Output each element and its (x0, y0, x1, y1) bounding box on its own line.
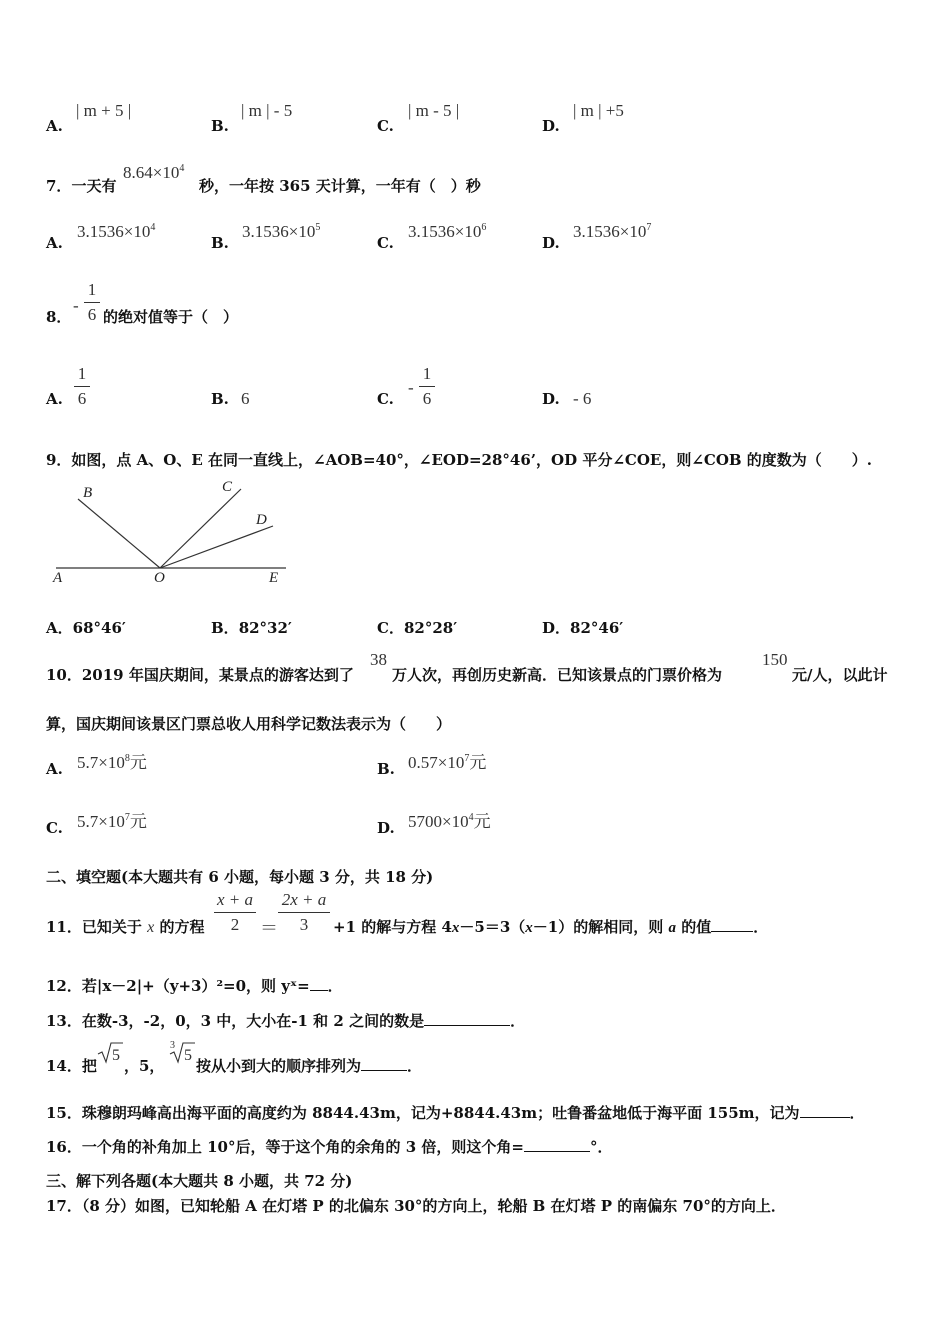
q13-answer-blank[interactable] (424, 1013, 510, 1026)
q8-option-d-value: - 6 (573, 389, 592, 408)
q10-option-d-value (408, 807, 491, 832)
q7-option-c-value (408, 222, 486, 242)
q9-option-c (377, 617, 457, 638)
q8-neg-sign: - (73, 296, 79, 315)
q7-text-before: 一天有 (71, 177, 117, 195)
q16-end: °． (589, 1138, 613, 1156)
ray-od (160, 526, 273, 568)
q11-prefix: 11．已知关于 (46, 918, 142, 936)
q10-option-b-unit: 元 (469, 753, 487, 772)
q9-option-c-label: C． (377, 619, 404, 637)
q7-value-mantissa: 8.64×10 (123, 163, 180, 182)
q10-option-a-unit: 元 (129, 753, 147, 772)
q10-option-d-mantissa: 5700×10 (408, 812, 469, 831)
q7-option-b-exp: 5 (315, 222, 321, 233)
q11-var-x: x (147, 919, 155, 936)
q8-fraction-num: 1 (87, 280, 97, 299)
q7-option-b-label: B. (211, 234, 229, 252)
q11-fraction-1 (214, 890, 256, 935)
point-b-label: B (83, 485, 93, 501)
q14-root-index: 3 (170, 1040, 175, 1051)
q10-part2: 万人次，再创历史新高．已知该景点的门票价格为 (392, 666, 723, 684)
q10-option-a-label: A. (46, 760, 63, 778)
fraction-bar (214, 912, 256, 913)
q14-radicand-1: 5 (112, 1047, 120, 1064)
q14-cbrt-5 (166, 1038, 196, 1066)
q15-answer-blank[interactable] (800, 1105, 850, 1118)
q12-text: 12．若|x－2|+（y+3）²=0，则 yˣ= (46, 977, 310, 995)
q8-option-b-label: B. (211, 390, 229, 408)
q7-value (123, 163, 184, 183)
ray-ob (78, 499, 160, 568)
q16-answer-blank[interactable] (524, 1139, 590, 1152)
q14-suffix-text: 按从小到大的顺序排列为 (196, 1057, 362, 1075)
q8-option-c-num: 1 (422, 364, 432, 383)
q11-after-3: －1）的解相同，则 (532, 918, 664, 936)
q10-option-c-exp: 7 (124, 812, 130, 823)
q7-stem (46, 175, 116, 196)
q11-after-4: 的值 (681, 918, 712, 936)
q10-option-d-label: D. (377, 819, 395, 837)
q9-option-a-value: 68°46′ (72, 619, 126, 637)
q14-mid: ，5， (124, 1057, 165, 1075)
q11-text-before (46, 916, 204, 937)
q8-option-c-fraction (419, 364, 435, 409)
q8-option-a-label: A. (46, 390, 63, 408)
fraction-bar (74, 386, 90, 387)
fraction-bar (278, 912, 330, 913)
q7-option-b-value (242, 222, 320, 242)
q8-option-d-label: D. (542, 390, 560, 408)
q9-option-a (46, 617, 126, 638)
q10-option-a-value (77, 748, 147, 773)
q10-option-d-exp: 4 (468, 812, 474, 823)
q9-option-d-label: D． (542, 619, 571, 637)
q10-num2: 150 (762, 650, 788, 669)
q11-end: ． (753, 918, 769, 936)
q9-option-c-value: 82°28′ (403, 619, 458, 637)
q15 (46, 1102, 865, 1123)
q11-var-x-2: x (451, 920, 460, 936)
q7-option-a-mantissa: 3.1536×10 (77, 222, 151, 241)
q11-answer-blank[interactable] (711, 919, 753, 932)
q14-end: ． (407, 1057, 423, 1075)
q10-option-c-label: C. (46, 819, 63, 837)
q14-prefix: 14．把 (46, 1057, 97, 1075)
q8-option-a-fraction (74, 364, 90, 409)
q14-sqrt-5 (96, 1040, 124, 1066)
q14-radicand-2: 5 (184, 1047, 192, 1064)
fraction-bar (84, 302, 100, 303)
q8-fraction (84, 280, 100, 325)
q11-var-x-3: x (525, 920, 533, 936)
q10-num1: 38 (370, 650, 387, 669)
q10-line2: 算，国庆期间该景区门票总收人用科学记数法表示为（ ） (46, 715, 452, 733)
q13 (46, 1010, 525, 1031)
q11-fraction-2-num: 2x + a (281, 890, 327, 909)
q6-option-a-label: A. (46, 117, 63, 135)
q7-option-c-exp: 6 (481, 222, 487, 233)
q16 (46, 1136, 612, 1157)
q12 (46, 975, 343, 996)
q8-option-a-den: 6 (77, 389, 87, 408)
q11-text-eq: 的方程 (159, 918, 205, 936)
q10-option-d-unit: 元 (473, 812, 491, 831)
q7-number: 7． (46, 177, 72, 195)
q15-end: ． (849, 1104, 865, 1122)
q6-option-d-label: D. (542, 117, 560, 135)
q11-after-1: +1 的解与方程 4 (333, 918, 452, 936)
q9-option-d-value: 82°46′ (570, 619, 624, 637)
q10-option-b-label: B. (377, 760, 395, 778)
q8-option-c-den: 6 (422, 389, 432, 408)
q13-end: ． (510, 1012, 526, 1030)
q15-text: 15．珠穆朗玛峰高出海平面的高度约为 8844.43m，记为+8844.43m；吐鲁番盆地低于海平面 155m，记为 (46, 1104, 800, 1122)
q17-text: 17．（8 分）如图，已知轮船 A 在灯塔 P 的北偏东 30°的方向上，轮船 B 在灯塔 P 的南偏东 70°的方向上． (46, 1197, 786, 1215)
q7-option-a-exp: 4 (150, 222, 156, 233)
q13-text: 13．在数-3，-2，0，3 中，大小在-1 和 2 之间的数是 (46, 1012, 425, 1030)
q10-option-c-value (77, 807, 147, 832)
q16-text: 16．一个角的补角加上 10°后，等于这个角的余角的 3 倍，则这个角= (46, 1138, 524, 1156)
q9-option-b-value: 82°32′ (238, 619, 292, 637)
q11-fraction-1-num: x + a (216, 890, 254, 909)
point-d-label: D (256, 512, 267, 528)
q7-option-a-value (77, 222, 155, 242)
q8-fraction-den: 6 (87, 305, 97, 324)
section-3-heading: 三、解下列各题(本大题共 8 小题，共 72 分) (46, 1172, 353, 1190)
q10-option-a-mantissa: 5.7×10 (77, 753, 125, 772)
fraction-bar (419, 386, 435, 387)
q9-option-b-label: B． (211, 619, 239, 637)
q12-answer-blank[interactable] (310, 978, 328, 991)
q7-option-a-label: A. (46, 234, 63, 252)
q11-text-after (333, 916, 768, 937)
q6-option-c-label: C. (377, 117, 394, 135)
q8-number: 8． (46, 308, 72, 326)
q7-option-b-mantissa: 3.1536×10 (242, 222, 316, 241)
q6-option-a-expr: | m + 5 | (76, 101, 132, 120)
point-o-label: O (154, 570, 165, 586)
q11-equals: ＝ (260, 918, 278, 938)
q6-option-b-expr: | m | - 5 (241, 101, 293, 120)
q10-option-c-mantissa: 5.7×10 (77, 812, 125, 831)
q6-option-c-expr: | m - 5 | (408, 101, 460, 120)
q14-suffix (196, 1055, 422, 1076)
q7-text-after: 秒，一年按 365 天计算，一年有（ ）秒 (199, 177, 481, 195)
q10-option-b-mantissa: 0.57×10 (408, 753, 465, 772)
point-e-label: E (269, 570, 279, 586)
section-2-heading: 二、填空题(本大题共有 6 小题，每小题 3 分，共 18 分) (46, 868, 434, 886)
q6-option-d-expr: | m | +5 (573, 101, 624, 120)
q7-option-c-label: C. (377, 234, 394, 252)
q7-option-c-mantissa: 3.1536×10 (408, 222, 482, 241)
q9-option-d (542, 617, 623, 638)
q10-option-b-exp: 7 (464, 753, 470, 764)
q11-fraction-1-den: 2 (230, 915, 240, 934)
q10-part3: 元/人，以此计 (792, 666, 888, 684)
point-a-label: A (53, 570, 63, 586)
q10-option-c-unit: 元 (129, 812, 147, 831)
q7-option-d-value (573, 222, 651, 242)
point-c-label: C (222, 479, 233, 495)
q9-figure (44, 474, 294, 590)
q7-option-d-label: D. (542, 234, 560, 252)
q8-text: 的绝对值等于（ ） (103, 308, 239, 326)
q10-option-a-exp: 8 (124, 753, 130, 764)
q10-part1: 10．2019 年国庆期间，某景点的游客达到了 (46, 666, 354, 684)
q8-option-b-value: 6 (241, 389, 250, 408)
q11-fraction-2 (278, 890, 330, 935)
q11-after-2: －5＝3（ (459, 918, 526, 936)
q9-option-b (211, 617, 292, 638)
q7-value-exp: 4 (179, 163, 185, 174)
q7-option-d-mantissa: 3.1536×10 (573, 222, 647, 241)
q9-option-a-label: A． (46, 619, 73, 637)
q8-option-a-num: 1 (77, 364, 87, 383)
q11-fraction-2-den: 3 (299, 915, 309, 934)
q8-option-c-label: C. (377, 390, 394, 408)
q12-end: ． (327, 977, 343, 995)
q10-option-b-value (408, 748, 486, 773)
q6-option-b-label: B. (211, 117, 229, 135)
q7-option-d-exp: 7 (646, 222, 652, 233)
q8-option-c-neg: - (408, 378, 414, 397)
q11-var-a: a (668, 920, 676, 936)
q14-answer-blank[interactable] (361, 1058, 407, 1071)
ray-oc (160, 489, 241, 568)
q9-stem: 9．如图，点 A、O、E 在同一直线上，∠AOB=40°，∠EOD=28°46’，OD 平分∠COE，则∠COB 的度数为（ ）. (46, 451, 873, 469)
